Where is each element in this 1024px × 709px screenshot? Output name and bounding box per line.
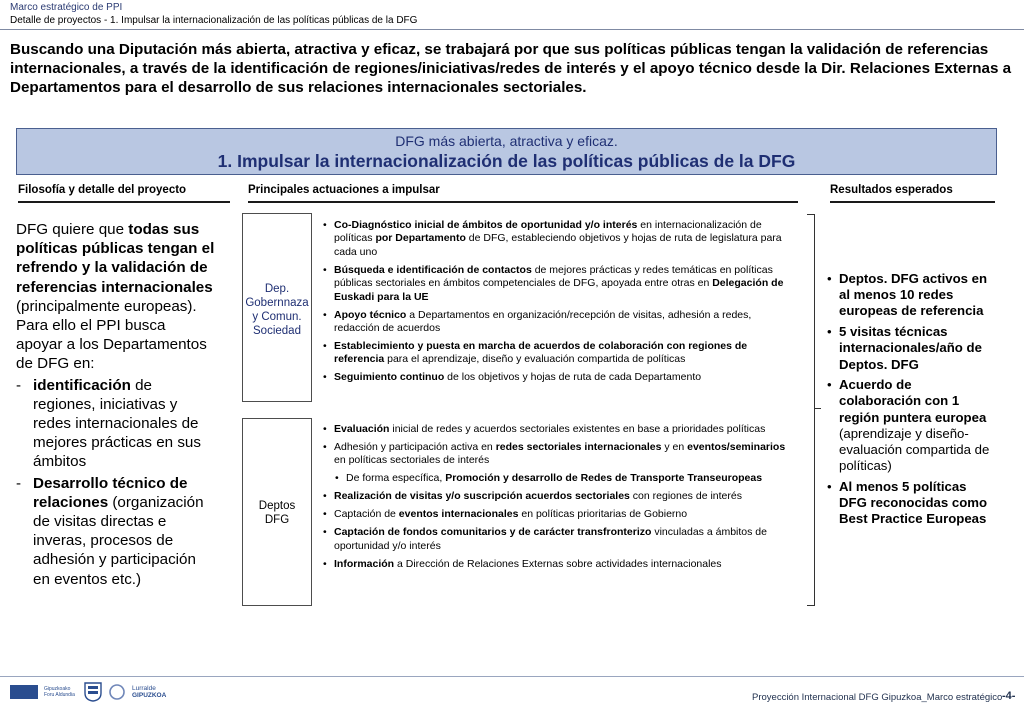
result-bold: 5 visitas técnicas internacionales/año de Deptos. DFG (839, 324, 982, 372)
action-bold: Apoyo técnico (334, 308, 407, 321)
action-text: de mejores prácticas y redes temáticas en políticas públicas sectoriales en ámbitos competenciales de DFG, apoyada entre otras en (334, 263, 773, 290)
list-item (322, 371, 797, 384)
logo-caption: Gipuzkoako Foru Aldundia (44, 686, 75, 698)
action-text: De forma específica, (346, 472, 446, 485)
results-list (826, 271, 996, 532)
results-bracket-tip (815, 408, 821, 409)
list-item (322, 441, 797, 468)
list-item (322, 264, 797, 304)
action-bold: eventos internacionales (398, 508, 519, 521)
action-bold: redes sectoriales internacionales (495, 441, 662, 453)
action-text: de DFG, estableciendo objetivos y hojas de ruta de legislatura para cada uno (334, 232, 782, 258)
list-item (322, 340, 797, 367)
actions-list-governance (322, 219, 797, 389)
action-text: a Dirección de Relaciones Externas sobre actividades internacionales (394, 557, 722, 570)
action-text: de los objetivos y hojas de ruta de cada Departamento (444, 371, 702, 384)
action-text: Captación de (334, 508, 399, 521)
page-subtitle: Detalle de proyectos - 1. Impulsar la internacionalización de las políticas públicas de la DFG (10, 15, 418, 26)
action-text: en internacionalización de políticas (334, 219, 762, 245)
list-item (322, 219, 797, 259)
wordmark-line: Lurralde (132, 685, 156, 692)
list-item (826, 377, 996, 474)
dept-label-line: DFG (264, 514, 290, 526)
action-bold: por Departamento (375, 232, 466, 245)
actions-list-departments (322, 423, 797, 576)
list-item (826, 271, 996, 320)
action-text: con regiones de interés (629, 490, 742, 503)
action-bold: Seguimiento continuo (334, 371, 445, 384)
header-divider (0, 29, 1024, 30)
philosophy-item-bold: Desarrollo técnico de relaciones (33, 474, 188, 511)
philosophy-item-bold: identificación (33, 376, 131, 394)
list-item (322, 490, 797, 503)
list-item (322, 309, 797, 336)
result-bold: Al menos 5 políticas DFG reconocidas como Best Practice Europeas (839, 478, 988, 527)
banner-subtitle: DFG más abierta, atractiva y eficaz. (395, 133, 618, 149)
action-bold: Búsqueda e identificación de contactos (334, 263, 532, 276)
list-item (826, 324, 996, 373)
action-bold: Co-Diagnóstico inicial de ámbitos de oportunidad y/o interés (334, 219, 638, 231)
project-banner (16, 128, 997, 175)
footer-divider (0, 676, 1024, 677)
action-text: en políticas sectoriales de interés (334, 454, 490, 467)
philosophy-intro-text: DFG quiere que (16, 221, 129, 238)
list-item (322, 423, 797, 436)
footer-title: Proyección Internacional DFG Gipuzkoa_Marco estratégico (752, 692, 1003, 703)
action-text: vinculadas a ámbitos de oportunidad y/o interés (334, 526, 767, 552)
page-number: -4- (1002, 690, 1016, 702)
action-text: Adhesión y participación activa en (334, 441, 496, 453)
result-text: (aprendizaje y diseño-evaluación compartida de políticas) (839, 425, 990, 474)
results-bracket (807, 214, 815, 606)
action-text: para el aprendizaje, diseño y evaluación compartida de políticas (384, 353, 686, 366)
list-item (826, 479, 996, 528)
section-title: Marco estratégico de PPI (10, 2, 123, 13)
gipuzkoa-wordmark (132, 685, 166, 699)
action-text: en políticas prioritarias de Gobierno (518, 508, 688, 521)
wordmark-line: GIPUZKOA (132, 692, 167, 699)
action-bold: Evaluación (334, 423, 390, 435)
philosophy-intro (16, 220, 216, 374)
list-subitem (334, 472, 797, 485)
action-bold: Promoción y desarrollo de Redes de Transporte Transeuropeas (445, 472, 763, 485)
action-bold: Captación de fondos comunitarios y de carácter transfronterizo (334, 526, 652, 539)
column-header-results: Resultados esperados (830, 183, 995, 203)
list-item (322, 508, 797, 521)
list-item (322, 558, 797, 571)
dept-label-line: Gobernnaza (245, 297, 309, 309)
dept-box-departments (242, 418, 312, 606)
action-bold: Establecimiento y puesta en marcha de acuerdos de colaboración con regiones de referencia (334, 340, 748, 366)
list-item (322, 526, 797, 553)
action-text: inicial de redes y acuerdos sectoriales existentes en base a prioridades políticas (389, 423, 766, 435)
philosophy-item-technical (16, 474, 216, 589)
dept-box-governance (242, 213, 312, 402)
footer-logos (10, 682, 166, 702)
result-bold: Deptos. DFG activos en al menos 10 redes europeas de referencia (839, 271, 988, 319)
column-header-actions: Principales actuaciones a impulsar (248, 183, 798, 203)
dept-label-line: Dep. (264, 283, 290, 295)
gipuzkoa-flag-logo (10, 685, 38, 699)
action-bold: Realización de visitas y/o suscripción acuerdos sectoriales (334, 490, 630, 503)
action-bold: Información (334, 557, 395, 570)
banner-title: 1. Impulsar la internacionalización de las políticas públicas de la DFG (217, 151, 796, 171)
action-bold: Delegación de Euskadi para la UE (334, 277, 784, 303)
dept-label-line: y Comun. (252, 311, 302, 323)
philosophy-intro-bold: todas sus políticas públicas tengan el refrendo y la validación de referencias internacionales (16, 221, 215, 296)
dept-label-line: Sociedad (253, 325, 301, 337)
dept-label-line: Deptos (258, 500, 296, 512)
philosophy-text (16, 220, 216, 589)
philosophy-item-text: de regiones, iniciativas y redes internacionales de mejores prácticas en sus ámbitos (33, 376, 201, 471)
philosophy-item-identification (16, 376, 216, 472)
action-bold: eventos/seminarios (687, 441, 786, 453)
intro-paragraph: Buscando una Diputación más abierta, atractiva y eficaz, se trabajará por que sus políticas públicas tengan la validación de referencias internacionales, a través de la identificación de regiones/iniciativas/redes de interés y el apoyo técnico desde la Dir. Relaciones Externas a Departamentos para el desarrollo de sus relaciones internacionales sectoriales. (10, 41, 1012, 96)
shield-logo-icon (84, 682, 102, 702)
ring-logo-icon (108, 682, 126, 702)
action-text: y en (661, 441, 688, 453)
action-text: a Departamentos en organización/recepción de visitas, adhesión a redes, redacción de acuerdos (334, 308, 752, 335)
philosophy-intro-rest: (principalmente europeas). Para ello el PPI busca apoyar a los Departamentos de DFG en: (16, 297, 207, 373)
result-bold: Acuerdo de colaboración con 1 región puntera europea (839, 377, 987, 425)
philosophy-item-text: (organización de visitas directas e inveras, procesos de adhesión y participación en eventos etc.) (33, 493, 204, 588)
column-header-philosophy: Filosofía y detalle del proyecto (18, 183, 230, 203)
